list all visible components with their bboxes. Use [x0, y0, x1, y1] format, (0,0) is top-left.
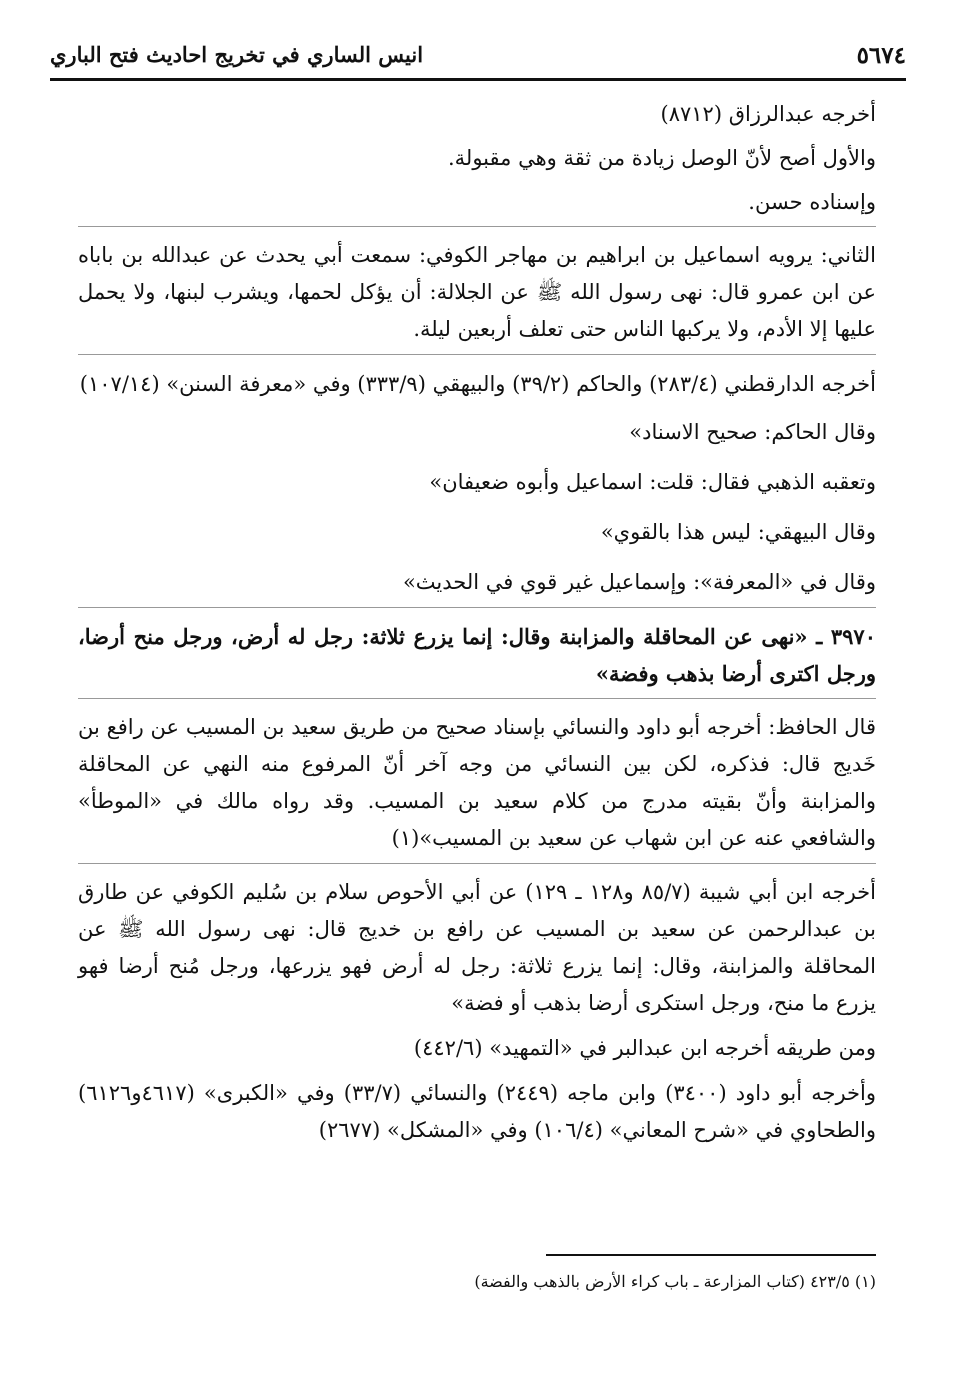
paragraph-separator: [78, 863, 876, 864]
page-header: [50, 34, 906, 78]
paragraph-separator: [78, 354, 876, 355]
paragraph: والأول أصح لأنّ الوصل زيادة من ثقة وهي مقبولة.: [448, 146, 876, 170]
paragraph: أخرجه ابن أبي شيبة (٨٥/٧ و١٢٨ ـ ١٢٩) عن أبي الأحوص سلام بن سُليم الكوفي عن طارق بن عبدالرحمن عن سعيد بن المسيب عن رافع بن خديج قال: نهى رسول الله ﷺ عن المحاقلة والمزابنة، وقال: إنما يزرع ثلاثة: رجل له أرض فهو يزرعها، ورجل مُنح أرضا فهو يزرع ما منح، ورجل استكرى أرضا بذهب أو فضة»: [78, 880, 876, 1015]
paragraph: أخرجه الدارقطني (٢٨٣/٤) والحاكم (٣٩/٢) والبيهقي (٣٣٣/٩) وفي «معرفة السنن» (١٠٧/١٤): [79, 372, 876, 396]
paragraph: الثاني: يرويه اسماعيل بن ابراهيم بن مهاجر الكوفي: سمعت أبي يحدث عن عبدالله بن باباه عن ابن عمرو قال: نهى رسول الله ﷺ عن الجلالة: أن يؤكل لحمها، ويشرب لبنها، ولا يحمل عليها إلا الأدم، ولا يركبها الناس حتى تعلف أربعين ليلة.: [78, 243, 876, 341]
paragraph: ومن طريقه أخرجه ابن عبدالبر في «التمهيد» (٤٤٢/٦): [413, 1036, 876, 1060]
paragraph: أخرجه عبدالرزاق (٨٧١٢): [660, 102, 876, 126]
paragraph-separator: [78, 698, 876, 699]
paragraph: وقال في «المعرفة»: وإسماعيل غير قوي في الحديث»: [402, 570, 876, 594]
paragraph-separator: [78, 607, 876, 608]
paragraph: وقال البيهقي: ليس هذا بالقوي»: [600, 520, 876, 544]
footnote-rule: [546, 1254, 876, 1256]
page-number: ٥٦٧٤: [856, 42, 906, 69]
paragraph: وقال الحاكم: صحيح الاسناد»: [629, 420, 876, 444]
footnote: (١) ٤٢٣/٥ (كتاب المزارعة ـ باب كراء الأرض بالذهب والفضة): [474, 1272, 876, 1291]
header-rule: [50, 78, 906, 81]
main-text: [78, 96, 876, 1149]
paragraph-separator: [78, 226, 876, 227]
paragraph: قال الحافظ: أخرجه أبو داود والنسائي بإسناد صحيح من طريق سعيد بن المسيب عن رافع بن خَديج قال: فذكره، لكن بين النسائي من وجه آخر أنّ المرفوع منه النهي عن المحاقلة والمزابنة وأنّ بقيته مدرج من كلام سعيد بن المسيب. وقد رواه مالك في «الموطأ» والشافعي عنه عن ابن شهاب عن سعيد بن المسيب»(١): [78, 715, 876, 850]
paragraph: وإسناده حسن.: [748, 190, 876, 214]
paragraph: وتعقبه الذهبي فقال: قلت: اسماعيل وأبوه ضعيفان»: [429, 470, 876, 494]
hadith-heading: ٣٩٧٠ ـ «نهى عن المحاقلة والمزابنة وقال: إنما يزرع ثلاثة: رجل له أرض، ورجل منح أرضا، ورجل اكترى أرضا بذهب وفضة»: [78, 624, 876, 686]
book-title: انيس الساري في تخريج احاديث فتح الباري: [50, 42, 424, 67]
paragraph: وأخرجه أبو داود (٣٤٠٠) وابن ماجه (٢٤٤٩) والنسائي (٣٣/٧) وفي «الكبرى» (٤٦١٧و٦١٢٦) والطحاوي في «شرح المعاني» (١٠٦/٤) وفي «المشكل» (٢٦٧٧): [78, 1081, 877, 1142]
